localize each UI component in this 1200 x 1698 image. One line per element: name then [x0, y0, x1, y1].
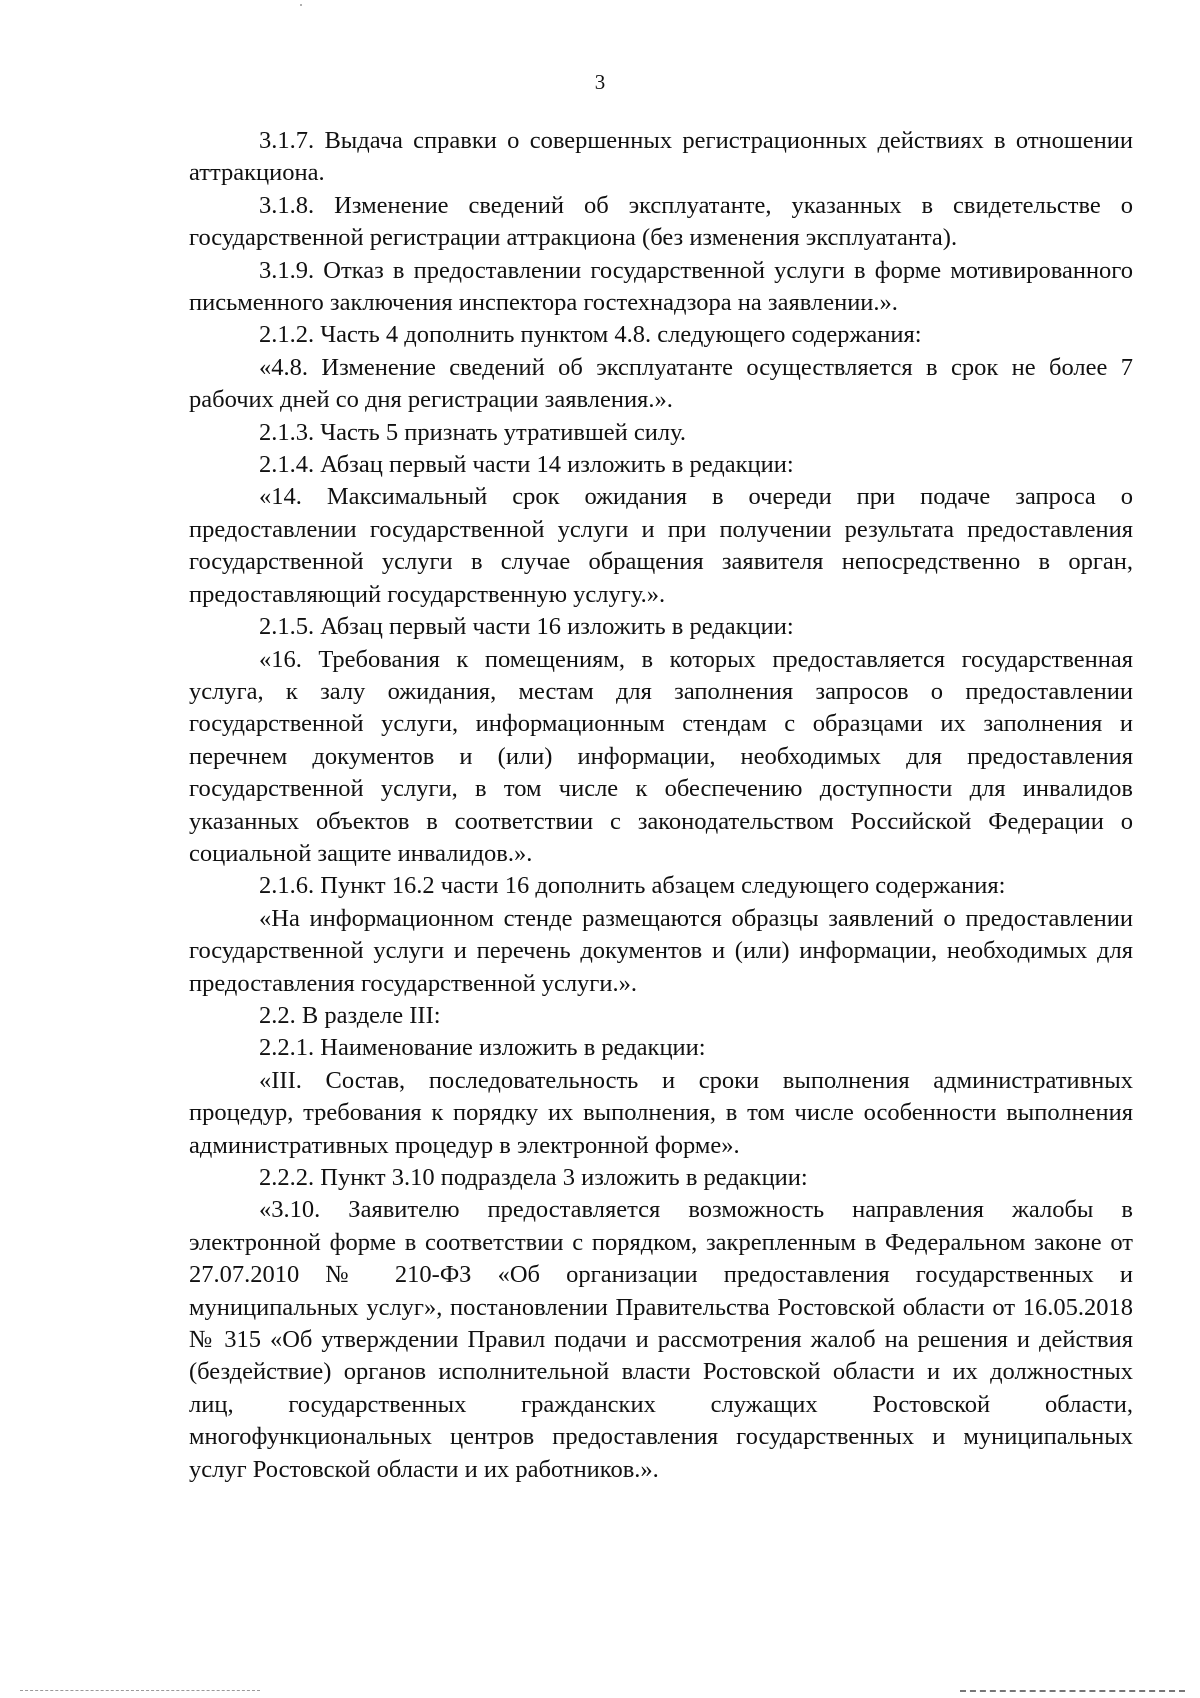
paragraph-2-1-4: 2.1.4. Абзац первый части 14 изложить в редакции:: [259, 451, 794, 479]
paragraph-2-1-3: 2.1.3. Часть 5 признать утратившей силу.: [259, 418, 687, 446]
paragraph-3-1-9: 3.1.9. Отказ в предоставлении государственной услуги в форме мотивированного письменного заключения инспектора гостехнадзора на заявлении.».: [189, 256, 1133, 317]
paragraph-quote-info-stand: «На информационном стенде размещаются образцы заявлений о предоставлении государственной услуги и перечень документов и (или) информации, необходимых для предоставления государственной услуги.».: [189, 904, 1133, 997]
paragraph-quote-3-10: «3.10. Заявителю предоставляется возможность направления жалобы в электронной форме в соответствии с порядком, закрепленным в Федеральном законе от 27.07.2010 № 210-ФЗ «Об организации предоставления государственных и муниципальных услуг», постановлении Правительства Ростовской области от 16.05.2018 № 315 «Об утверждении Правил подачи и рассмотрения жалоб на решения и действия (бездействие) органов исполнительной власти Ростовской области и их должностных лиц, государственных гражданских служащих Ростовской области, многофункциональных центров предоставления государственных и муниципальных услуг Ростовской области и их работников.».: [189, 1196, 1133, 1483]
paragraph-2-2: 2.2. В разделе III:: [259, 1001, 441, 1029]
paragraph-quote-14: «14. Максимальный срок ожидания в очереди при подаче запроса о предоставлении государственной услуги и при получении результата предоставления государственной услуги в случае обращения заявителя непосредственно в орган, предоставляющий государственную услугу.».: [189, 483, 1133, 608]
paragraph-quote-4-8: «4.8. Изменение сведений об эксплуатанте осуществляется в срок не более 7 рабочих дней со дня регистрации заявления.».: [189, 353, 1133, 414]
paragraph-quote-16: «16. Требования к помещениям, в которых предоставляется государственная услуга, к залу ожидания, местам для заполнения запросов о предоставлении государственной услуги, информационным стендам с образцами их заполнения и перечнем документов и (или) информации, необходимых для предоставления государственной услуги, в том числе к обеспечению доступности для инвалидов указанных объектов в соответствии с законодательством Российской Федерации о социальной защите инвалидов.».: [189, 645, 1133, 867]
paragraph-2-2-1: 2.2.1. Наименование изложить в редакции:: [259, 1034, 706, 1062]
scan-artifact-dot: [300, 4, 302, 6]
paragraph-2-1-6: 2.1.6. Пункт 16.2 части 16 дополнить абзацем следующего содержания:: [259, 872, 1006, 900]
paragraph-2-2-2: 2.2.2. Пункт 3.10 подраздела 3 изложить в редакции:: [259, 1164, 808, 1191]
page-number: 3: [594, 70, 606, 94]
scan-artifact-line-right: [960, 1690, 1185, 1692]
paragraph-2-1-5: 2.1.5. Абзац первый части 16 изложить в редакции:: [259, 613, 794, 641]
document-body: [189, 125, 1133, 1486]
paragraph-3-1-8: 3.1.8. Изменение сведений об эксплуатанте, указанных в свидетельстве о государственной регистрации аттракциона (без изменения эксплуатанта).: [189, 191, 1133, 252]
paragraph-quote-section-3-title: «III. Состав, последовательность и сроки выполнения административных процедур, требования к порядку их выполнения, в том числе особенности выполнения административных процедур в электронной форме».: [189, 1066, 1133, 1159]
paragraph-2-1-2: 2.1.2. Часть 4 дополнить пунктом 4.8. следующего содержания:: [259, 321, 922, 349]
scan-artifact-line-left: [20, 1690, 260, 1691]
paragraph-3-1-7: 3.1.7. Выдача справки о совершенных регистрационных действиях в отношении аттракциона.: [189, 127, 1133, 187]
